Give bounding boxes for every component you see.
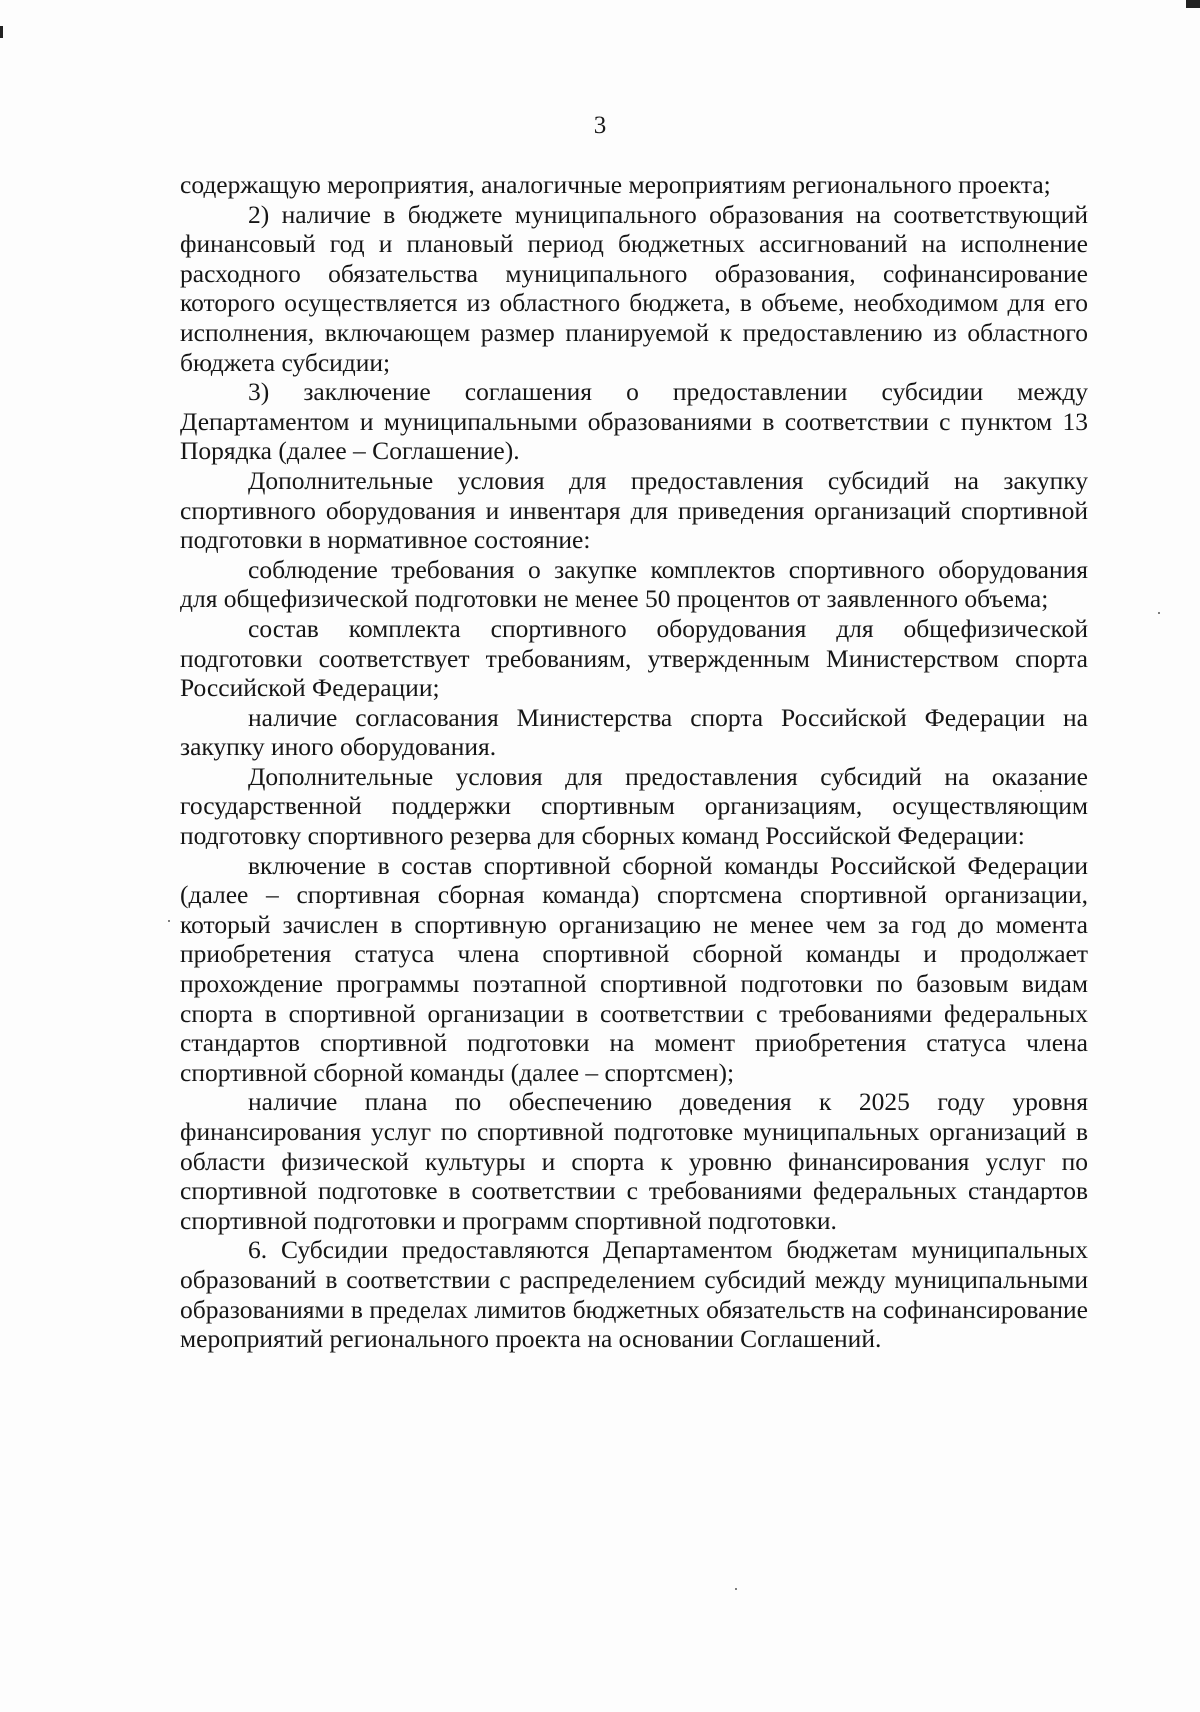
scan-edge-mark (0, 26, 3, 38)
paragraph: 2) наличие в бюджете муниципального образования на соответствующий финансовый год и плановый период бюджетных ассигнований на исполнение расходного обязательства муниципального образования, софинансирование которого осуществляется из областного бюджета, в объеме, необходимом для его исполнения, включающем размер планируемой к предоставлению из областного бюджета субсидии; (180, 199, 1088, 377)
paragraph: 6. Субсидии предоставляются Департаментом бюджетам муниципальных образований в соответствии с распределением субсидий между муниципальными образованиями в пределах лимитов бюджетных обязательств на софинансирование мероприятий регионального проекта на основании Соглашений. (180, 1235, 1088, 1354)
paragraph: состав комплекта спортивного оборудования для общефизической подготовки соответствует требованиям, утвержденным Министерством спорта Российской Федерации; (180, 613, 1088, 703)
paragraph: Дополнительные условия для предоставления субсидий на закупку спортивного оборудования и инвентаря для приведения организаций спортивной подготовки в нормативное состояние: (180, 465, 1088, 555)
document-body (180, 170, 1088, 1354)
paragraph: наличие плана по обеспечению доведения к 2025 году уровня финансирования услуг по спортивной подготовке муниципальных организаций в области физической культуры и спорта к уровню финансирования услуг по спортивной подготовке в соответствии с требованиями федеральных стандартов спортивной подготовки и программ спортивной подготовки. (180, 1087, 1088, 1235)
scan-speck (1158, 612, 1160, 614)
paragraph: включение в состав спортивной сборной команды Российской Федерации (далее – спортивная сборная команда) спортсмена спортивной организации, который зачислен в спортивную организацию не менее чем за год до момента приобретения статуса члена спортивной сборной команды и продолжает прохождение программы поэтапной спортивной подготовки по базовым видам спорта в спортивной организации в соответствии с требованиями федеральных стандартов спортивной подготовки на момент приобретения статуса члена спортивной сборной команды (далее – спортсмен); (180, 850, 1088, 1087)
scan-speck (735, 1588, 737, 1590)
paragraph: содержащую мероприятия, аналогичные мероприятиям регионального проекта; (180, 170, 1051, 199)
paragraph: 3) заключение соглашения о предоставлении субсидии между Департаментом и муниципальными образованиями в соответствии с пунктом 13 Порядка (далее – Соглашение). (180, 377, 1088, 466)
paragraph: соблюдение требования о закупке комплектов спортивного оборудования для общефизической подготовки не менее 50 процентов от заявленного объема; (180, 554, 1088, 614)
paragraph: Дополнительные условия для предоставления субсидий на оказание государственной поддержки спортивным организациям, осуществляющим подготовку спортивного резерва для сборных команд Российской Федерации: (180, 761, 1088, 851)
scan-speck (168, 920, 170, 922)
paragraph: наличие согласования Министерства спорта Российской Федерации на закупку иного оборудования. (180, 702, 1088, 762)
page-number: 3 (593, 112, 607, 139)
scan-edge-mark (1186, 0, 1200, 8)
